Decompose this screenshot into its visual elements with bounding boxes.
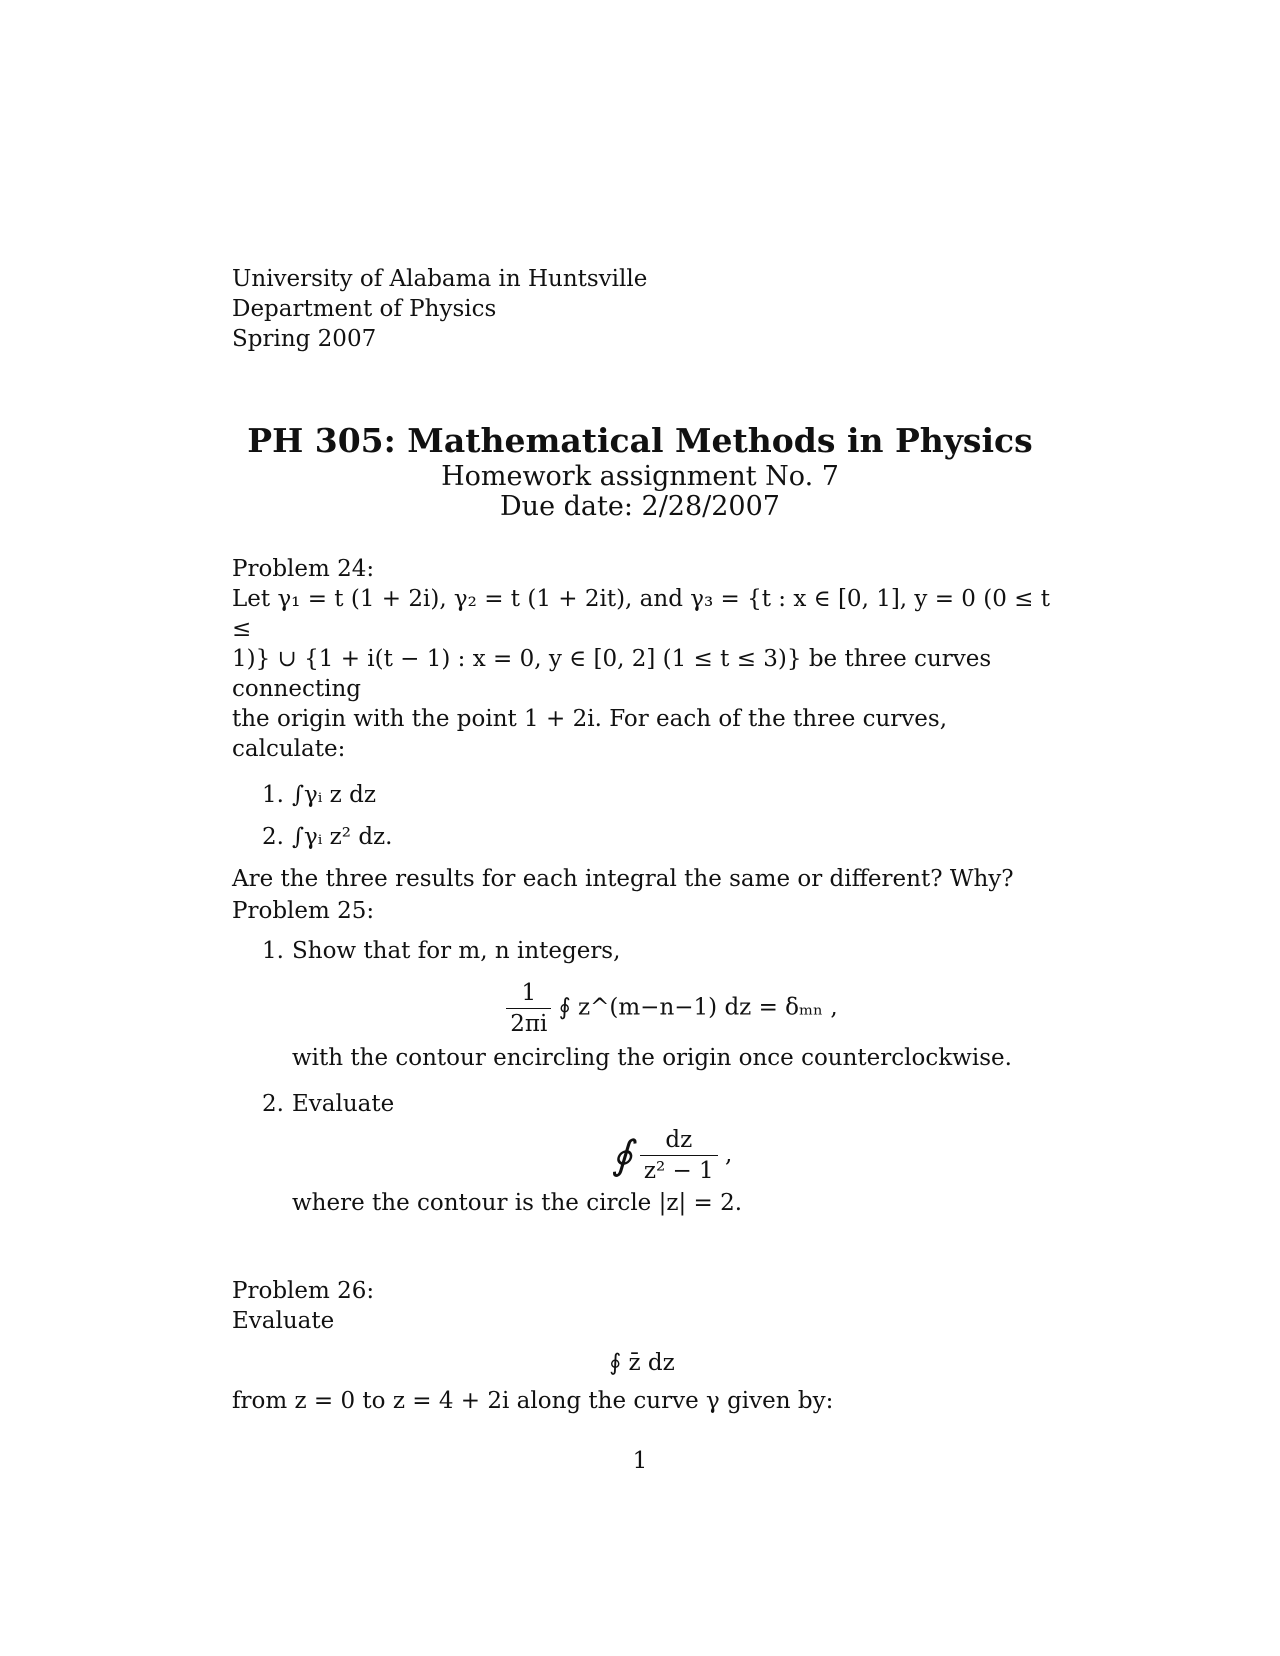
document-header bbox=[232, 264, 647, 354]
problem-24-question: Are the three results for each integral the same or different? Why? bbox=[232, 866, 1014, 892]
problem-25-item-2-text: Evaluate bbox=[292, 1091, 395, 1117]
problem-25-item-2-after: where the contour is the circle |z| = 2. bbox=[292, 1190, 743, 1216]
problem-25-item-2: 2. Evaluate ∮ $\frac{dz}{\text{z² − 1}}$ , where the contour is the circle |z| = 2. bbox=[232, 1089, 1052, 1218]
department-name: Department of Physics bbox=[232, 296, 497, 322]
problem-26-after: from z = 0 to z = 4 + 2i along the curve γ given by: bbox=[232, 1388, 834, 1414]
problem-24-integral-1: ∫γᵢ z dz bbox=[292, 782, 376, 808]
problem-24-heading: Problem 24: bbox=[232, 556, 375, 582]
problem-24-text-3: the origin with the point 1 + 2i. For each of the three curves, calculate: bbox=[232, 706, 948, 762]
assignment-number: Homework assignment No. 7 bbox=[441, 461, 839, 492]
semester: Spring 2007 bbox=[232, 326, 377, 352]
problem-26-equation: ∮ z̄ dz bbox=[609, 1350, 675, 1376]
fraction-1-over-2pi-i: $\frac{1}{2\pi i}$ bbox=[506, 978, 551, 1039]
university-name: University of Alabama in Huntsville bbox=[232, 266, 648, 292]
contour-integral-symbol: ∮ bbox=[611, 1132, 633, 1179]
page-number: 1 bbox=[632, 1448, 648, 1474]
problem-24-text-2: 1)} ∪ {1 + i(t − 1) : x = 0, y ∈ [0, 2] (1 ≤ t ≤ 3)} be three curves connecting bbox=[232, 646, 992, 702]
problem-26 bbox=[232, 1276, 1052, 1416]
problem-24 bbox=[232, 554, 1052, 894]
problem-26-heading: Problem 26: bbox=[232, 1278, 375, 1304]
problem-24-item-1: 1. ∫γᵢ z dz bbox=[262, 782, 376, 808]
title-block bbox=[0, 420, 1280, 522]
problem-25-equation-2: ∮ $\frac{dz}{\text{z² − 1}}$ , bbox=[611, 1127, 733, 1184]
problem-24-text-1: Let γ₁ = t (1 + 2i), γ₂ = t (1 + 2it), and γ₃ = {t : x ∈ [0, 1], y = 0 (0 ≤ t ≤ bbox=[232, 586, 1050, 642]
problem-24-integral-2: ∫γᵢ z² dz. bbox=[292, 824, 393, 850]
problem-24-item-2: 2. ∫γᵢ z² dz. bbox=[262, 824, 393, 850]
fraction-dz-over-z2-minus-1: $\frac{dz}{\text{z² − 1}}$ bbox=[640, 1125, 718, 1186]
problem-25-heading: Problem 25: bbox=[232, 898, 375, 924]
problem-25-item-1-text: Show that for m, n integers, bbox=[292, 938, 621, 964]
problem-26-text: Evaluate bbox=[232, 1308, 335, 1334]
course-title: PH 305: Mathematical Methods in Physics bbox=[247, 421, 1033, 460]
problem-25-item-1: 1. Show that for m, n integers, $\frac{1}{2\pi i}$ ∮ z^(m−n−1) dz = δₘₙ , with the contour encircling the origin once counterclockwise. bbox=[232, 936, 1052, 1073]
problem-25-item-1-after: with the contour encircling the origin once counterclockwise. bbox=[292, 1045, 1012, 1071]
due-date: Due date: 2/28/2007 bbox=[500, 491, 780, 522]
problem-25 bbox=[232, 896, 1052, 1230]
problem-25-equation-1 bbox=[292, 978, 1052, 1039]
contour-integral-expression: ∮ z^(m−n−1) dz = δₘₙ , bbox=[558, 994, 838, 1021]
